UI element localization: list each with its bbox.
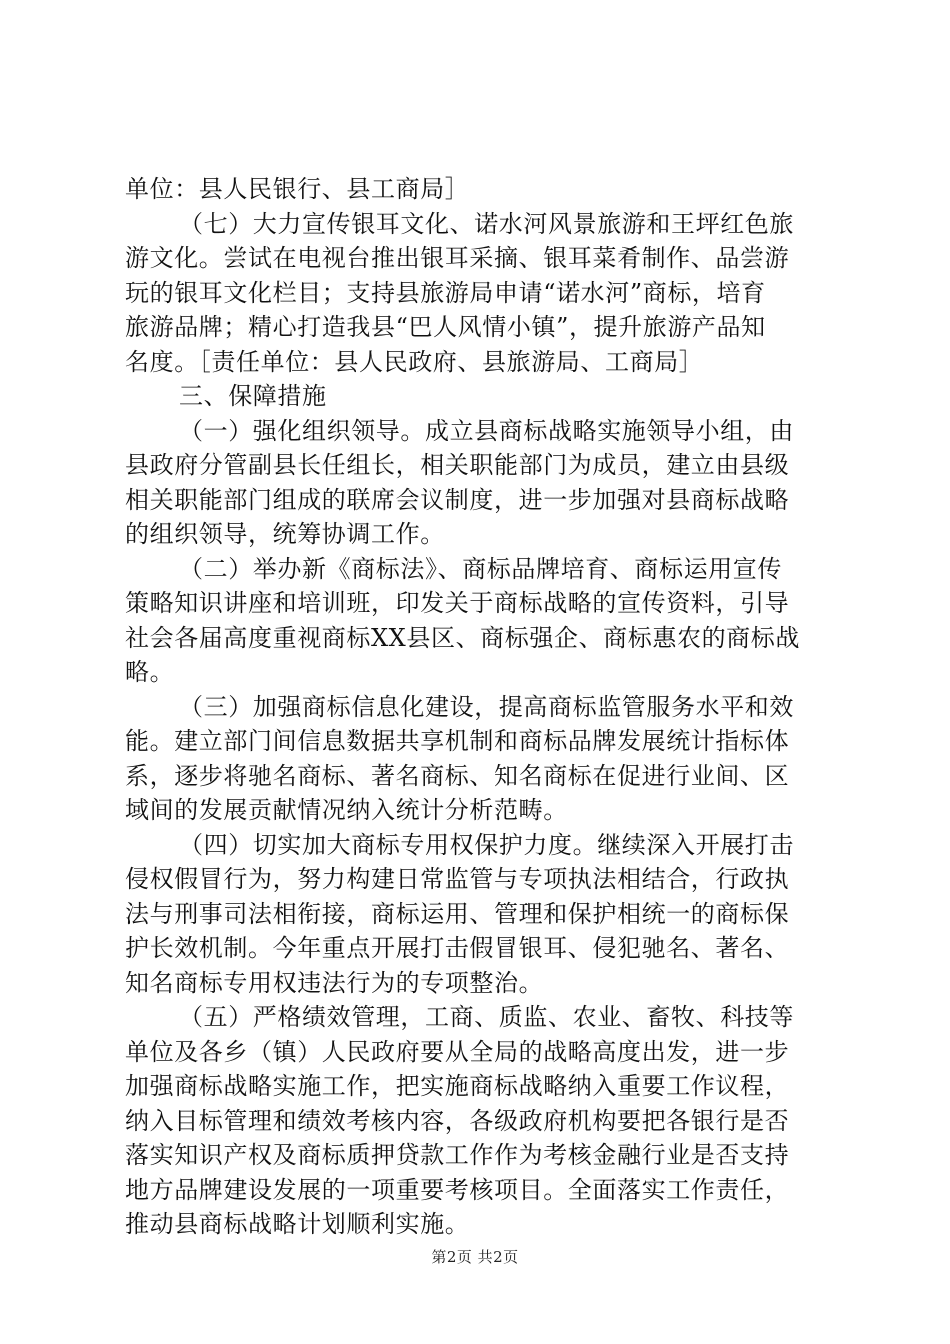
text-line: 玩的银耳文化栏目；支持县旅游局申请“诺水河”商标，培育 [125, 278, 766, 307]
paragraph-five-start: （五）严格绩效管理，工商、质监、农业、畜牧、科技等 [179, 1003, 794, 1031]
text-line: 推动县商标战略计划顺利实施。 [125, 1210, 470, 1238]
text-line: 名度。［责任单位：县人民政府、县旅游局、工商局］ [125, 347, 704, 376]
text-line: 纳入目标管理和绩效考核内容，各级政府机构要把各银行是否 [125, 1106, 790, 1135]
text-line: 法与刑事司法相衔接，商标运用、管理和保护相统一的商标保 [125, 899, 790, 928]
text-line: 域间的发展贡献情况纳入统计分析范畴。 [125, 796, 568, 824]
text-line: 侵权假冒行为，努力构建日常监管与专项执法相结合，行政执 [125, 865, 790, 893]
text-line: 策略知识讲座和培训班，印发关于商标战略的宣传资料，引导 [125, 589, 790, 617]
page-number-footer: 第2页 共2页 [431, 1248, 519, 1266]
section-heading: 三、保障措施 [179, 382, 327, 410]
text-line: 知名商标专用权违法行为的专项整治。 [125, 968, 544, 997]
text-line: 县政府分管副县长任组长，相关职能部门为成员，建立由县级 [125, 451, 790, 479]
paragraph-one-start: （一）强化组织领导。成立县商标战略实施领导小组，由 [179, 416, 794, 445]
paragraph-two-start: （二）举办新《商标法》、商标品牌培育、商标运用宣传 [179, 554, 782, 583]
text-line: 能。建立部门间信息数据共享机制和商标品牌发展统计指标体 [125, 727, 790, 755]
paragraph-seven-start: （七）大力宣传银耳文化、诺水河风景旅游和王坪红色旅 [179, 209, 794, 238]
text-line: 单位及各乡（镇）人民政府要从全局的战略高度出发，进一步 [125, 1037, 790, 1066]
text-line: 社会各届高度重视商标XX县区、商标强企、商标惠农的商标战 [125, 623, 800, 652]
text-line: 单位：县人民银行、县工商局］ [125, 175, 470, 203]
text-line: 护长效机制。今年重点开展打击假冒银耳、侵犯驰名、著名、 [125, 934, 790, 962]
text-line: 加强商标战略实施工作，把实施商标战略纳入重要工作议程， [125, 1072, 790, 1100]
paragraph-four-start: （四）切实加大商标专用权保护力度。继续深入开展打击 [179, 830, 794, 859]
text-line: 略。 [125, 658, 175, 686]
text-line: 地方品牌建设发展的一项重要考核项目。全面落实工作责任， [125, 1175, 790, 1204]
paragraph-three-start: （三）加强商标信息化建设，提高商标监管服务水平和效 [179, 692, 794, 721]
text-line: 旅游品牌；精心打造我县“巴人风情小镇”，提升旅游产品知 [125, 313, 766, 341]
text-line: 游文化。尝试在电视台推出银耳采摘、银耳菜肴制作、品尝游 [125, 244, 790, 272]
text-line: 的组织领导，统筹协调工作。 [125, 520, 445, 548]
text-line: 落实知识产权及商标质押贷款工作作为考核金融行业是否支持 [125, 1141, 790, 1169]
text-line: 系，逐步将驰名商标、著名商标、知名商标在促进行业间、区 [125, 761, 790, 790]
document-body [125, 172, 837, 1242]
text-line: 相关职能部门组成的联席会议制度，进一步加强对县商标战略 [125, 485, 790, 514]
